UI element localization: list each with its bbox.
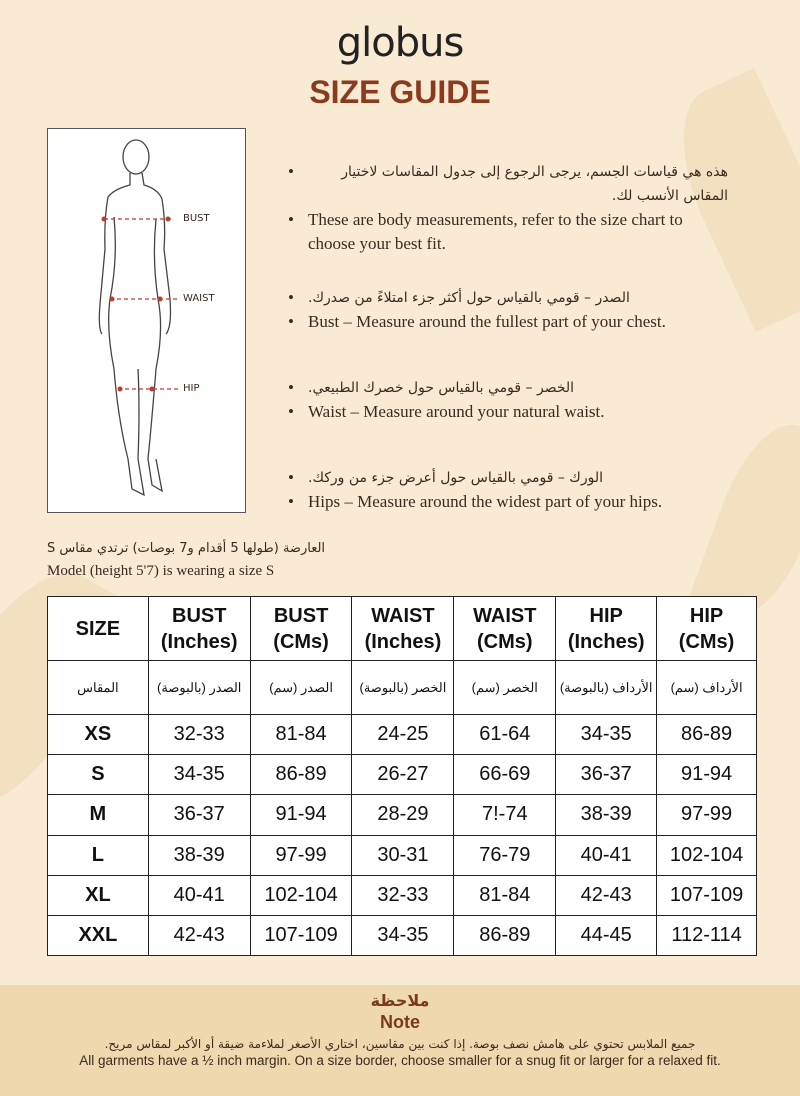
column-header-line: (Inches) <box>567 630 645 653</box>
size-chart-table <box>47 596 757 956</box>
column-header-ar: الأرداف (سم) <box>657 661 757 715</box>
measurement-cell: 40-41 <box>148 875 250 915</box>
column-header-line: (Inches) <box>160 630 238 653</box>
column-header <box>556 597 657 661</box>
size-cell: XS <box>48 715 149 755</box>
bullet-ar: الصدر – قومي بالقياس حول أكثر جزء امتلاءً من صدرك. <box>308 290 630 306</box>
bullet-en: These are body measurements, refer to the size chart to choose your best fit. <box>308 210 683 253</box>
note-section <box>0 985 800 1096</box>
measurement-cell: 40-41 <box>556 835 657 875</box>
column-header-ar: الصدر (بالبوصة) <box>148 661 250 715</box>
measurement-cell: 91-94 <box>657 755 757 795</box>
measurement-cell: 44-45 <box>556 915 657 955</box>
measurement-cell: 34-35 <box>148 755 250 795</box>
column-header <box>352 597 454 661</box>
column-header-line: SIZE <box>75 617 121 640</box>
measurement-cell: 112-114 <box>657 915 757 955</box>
hip-label: HIP <box>183 383 200 394</box>
measurement-cell: 86-89 <box>250 755 352 795</box>
measurement-cell: 32-33 <box>352 875 454 915</box>
table-row <box>48 715 757 755</box>
column-header-line: (CMs) <box>273 630 329 653</box>
column-header-ar: الخصر (بالبوصة) <box>352 661 454 715</box>
column-header-line: HIP <box>589 604 623 627</box>
table-row <box>48 755 757 795</box>
column-header <box>48 597 149 661</box>
column-header <box>657 597 757 661</box>
measurement-instructions: • هذه هي قياسات الجسم، يرجى الرجوع إلى جدول المقاسات لاختيار المقاس الأنسب لك. • These are body measurements, refer to the size chart to choose your best fit. • الصدر – قومي بالقياس حول أكثر جزء امتلاءً من صدرك. • Bust – Measure around the fullest part of your chest. • الخصر – قومي بالقياس حول خصرك الطبيعي. • Waist – Measure around your natural waist. • الورك – قومي بالقياس حول أعرض جزء من وركك. • Hips – Measure around the widest part of your hips. <box>288 160 728 544</box>
measurement-cell: 34-35 <box>556 715 657 755</box>
column-header-ar: المقاس <box>48 661 149 715</box>
column-header-line: HIP <box>689 604 724 627</box>
column-header-line: (CMs) <box>678 630 735 653</box>
note-text-ar: جميع الملابس تحتوي على هامش نصف بوصة. إذا كنت بين مقاسين، اختاري الأصغر لملاءمة ضيقة أو الأكبر لمقاس مريح. <box>104 1037 696 1051</box>
header-row <box>48 597 757 661</box>
measurement-cell: 66-69 <box>454 755 556 795</box>
column-header-ar: الخصر (سم) <box>454 661 556 715</box>
measurement-cell: 86-89 <box>454 915 556 955</box>
size-cell: M <box>48 795 149 835</box>
bullet-ar: الورك – قومي بالقياس حول أعرض جزء من وركك. <box>308 470 603 486</box>
table-row <box>48 915 757 955</box>
column-header-line: BUST <box>273 604 329 627</box>
column-header <box>148 597 250 661</box>
measurement-cell: 76-79 <box>454 835 556 875</box>
table-row <box>48 835 757 875</box>
waist-label: WAIST <box>183 293 215 304</box>
measurement-cell: 97-99 <box>657 795 757 835</box>
table-row <box>48 875 757 915</box>
measurement-cell: 38-39 <box>148 835 250 875</box>
column-header-ar: الصدر (سم) <box>250 661 352 715</box>
bullet-ar: هذه هي قياسات الجسم، يرجى الرجوع إلى جدول المقاسات لاختيار المقاس الأنسب لك. <box>341 164 728 204</box>
column-header <box>250 597 352 661</box>
measurement-cell: 81-84 <box>454 875 556 915</box>
size-cell: XL <box>48 875 149 915</box>
measurement-cell: 102-104 <box>250 875 352 915</box>
column-header-line: WAIST <box>371 604 435 627</box>
column-header <box>454 597 556 661</box>
measurement-cell: 32-33 <box>148 715 250 755</box>
size-cell: L <box>48 835 149 875</box>
measurement-cell: 42-43 <box>556 875 657 915</box>
measurement-cell: 91-94 <box>250 795 352 835</box>
measurement-cell: 26-27 <box>352 755 454 795</box>
page-title: SIZE GUIDE <box>309 74 491 110</box>
body-figure-illustration <box>47 128 246 513</box>
column-header-ar: الأرداف (بالبوصة) <box>556 661 657 715</box>
measurement-cell: 102-104 <box>657 835 757 875</box>
note-text: All garments have a ½ inch margin. On a size border, choose smaller for a snug fit or larger for a relaxed fit. <box>79 1053 721 1068</box>
bust-label: BUST <box>183 213 210 224</box>
bullet-en: Hips – Measure around the widest part of your hips. <box>308 492 663 511</box>
measurement-cell: 28-29 <box>352 795 454 835</box>
size-cell: XXL <box>48 915 149 955</box>
model-info-ar: العارضة (طولها 5 أقدام و7 بوصات) ترتدي مقاس S <box>47 541 326 556</box>
note-title-ar: ملاحظة <box>370 991 430 1010</box>
bullet-en: Bust – Measure around the fullest part of your chest. <box>308 312 666 331</box>
measurement-cell: 38-39 <box>556 795 657 835</box>
model-info-en: Model (height 5'7) is wearing a size S <box>47 563 275 579</box>
measurement-cell: 86-89 <box>657 715 757 755</box>
measurement-cell: 107-109 <box>657 875 757 915</box>
model-info <box>47 538 325 582</box>
measurement-cell: 7!-74 <box>454 795 556 835</box>
column-header-line: (CMs) <box>477 630 533 653</box>
measurement-cell: 24-25 <box>352 715 454 755</box>
measurement-cell: 34-35 <box>352 915 454 955</box>
column-header-line: WAIST <box>473 604 537 627</box>
measurement-cell: 107-109 <box>250 915 352 955</box>
column-header-line: (Inches) <box>364 630 442 653</box>
measurement-cell: 42-43 <box>148 915 250 955</box>
measurement-cell: 97-99 <box>250 835 352 875</box>
header-row-ar <box>48 661 757 715</box>
table-row <box>48 795 757 835</box>
note-title: Note <box>380 1012 420 1032</box>
measurement-cell: 30-31 <box>352 835 454 875</box>
measurement-cell: 61-64 <box>454 715 556 755</box>
bullet-ar: الخصر – قومي بالقياس حول خصرك الطبيعي. <box>308 380 575 396</box>
measurement-cell: 36-37 <box>556 755 657 795</box>
size-cell: S <box>48 755 149 795</box>
column-header-line: BUST <box>172 604 227 627</box>
measurement-cell: 81-84 <box>250 715 352 755</box>
brand-logo: globus <box>336 20 464 66</box>
measurement-cell: 36-37 <box>148 795 250 835</box>
bullet-en: Waist – Measure around your natural waist. <box>308 402 605 421</box>
